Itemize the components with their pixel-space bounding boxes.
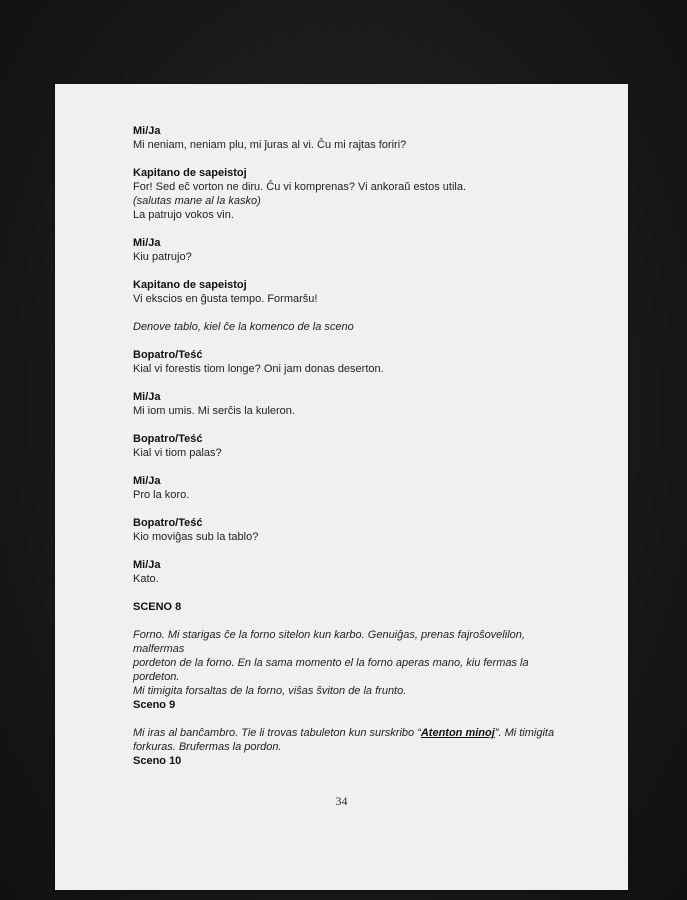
dialogue-block [133,432,573,460]
speaker-name: Mi/Ja [133,475,161,487]
dialogue-line: Kio moviĝas sub la tablo? [133,531,259,543]
scene-description [133,726,573,768]
dialogue-block [133,166,573,222]
stage-direction: Denove tablo, kiel ĉe la komenco de la sceno [133,321,354,333]
speaker-name: Bopatro/Teść [133,349,203,361]
scene-label: Sceno 10 [133,755,182,767]
dialogue-line: For! Sed eĉ vorton ne diru. Ĉu vi komprenas? Vi ankoraŭ estos utila. [133,181,467,193]
dialogue-line: Kato. [133,573,159,585]
sign-text: Atenton minoj [420,727,495,739]
description-line [133,726,573,740]
dialogue-block [133,236,573,264]
dialogue-line: Kiu patrujo? [133,251,192,263]
speaker-name: Kapitano de sapeistoj [133,279,247,291]
dialogue-line: Mi iom umis. Mi serĉis la kuleron. [133,405,295,417]
page-number: 34 [335,794,348,808]
speaker-name: Mi/Ja [133,391,161,403]
speaker-name: Bopatro/Teść [133,517,203,529]
script-content [133,124,573,782]
dialogue-line: Kial vi forestis tiom longe? Oni jam donas deserton. [133,363,384,375]
description-line: Mi timigita forsaltas de la forno, viŝas ŝviton de la frunto. [133,685,407,697]
dialogue-block [133,348,573,376]
speaker-name: Mi/Ja [133,125,161,137]
scene-label: Sceno 9 [133,699,176,711]
speaker-name: Kapitano de sapeistoj [133,167,247,179]
dialogue-line: Kial vi tiom palas? [133,447,222,459]
description-text: Mi iras al banĉambro. Tie li trovas tabuleton kun surskribo “ [133,727,421,739]
document-page [55,84,628,890]
stage-direction: (salutas mane al la kasko) [133,195,261,207]
dialogue-line: La patrujo vokos vin. [133,209,234,221]
description-line: Forno. Mi starigas ĉe la forno sitelon kun karbo. Genuiĝas, prenas fajroŝovelilon, malfermas [133,629,525,655]
dialogue-block [133,474,573,502]
description-line: pordeton de la forno. En la sama momento el la forno aperas mano, kiu fermas la pordeton. [133,657,529,683]
speaker-name: Mi/Ja [133,237,161,249]
dialogue-block [133,124,573,152]
dialogue-line: Mi neniam, neniam plu, mi ĵuras al vi. Ĉu mi rajtas foriri? [133,139,407,151]
dialogue-block [133,278,573,306]
description-line: forkuras. Brufermas la pordon. [133,741,282,753]
speaker-name: Mi/Ja [133,559,161,571]
dialogue-block [133,390,573,418]
dialogue-line: Vi ekscios en ĝusta tempo. Formarŝu! [133,293,318,305]
description-text: ”. Mi timigita [494,727,555,739]
scene-description [133,628,573,712]
dialogue-block [133,558,573,586]
speaker-name: Bopatro/Teść [133,433,203,445]
scene-heading: SCENO 8 [133,601,182,613]
dialogue-block [133,516,573,544]
dialogue-line: Pro la koro. [133,489,190,501]
